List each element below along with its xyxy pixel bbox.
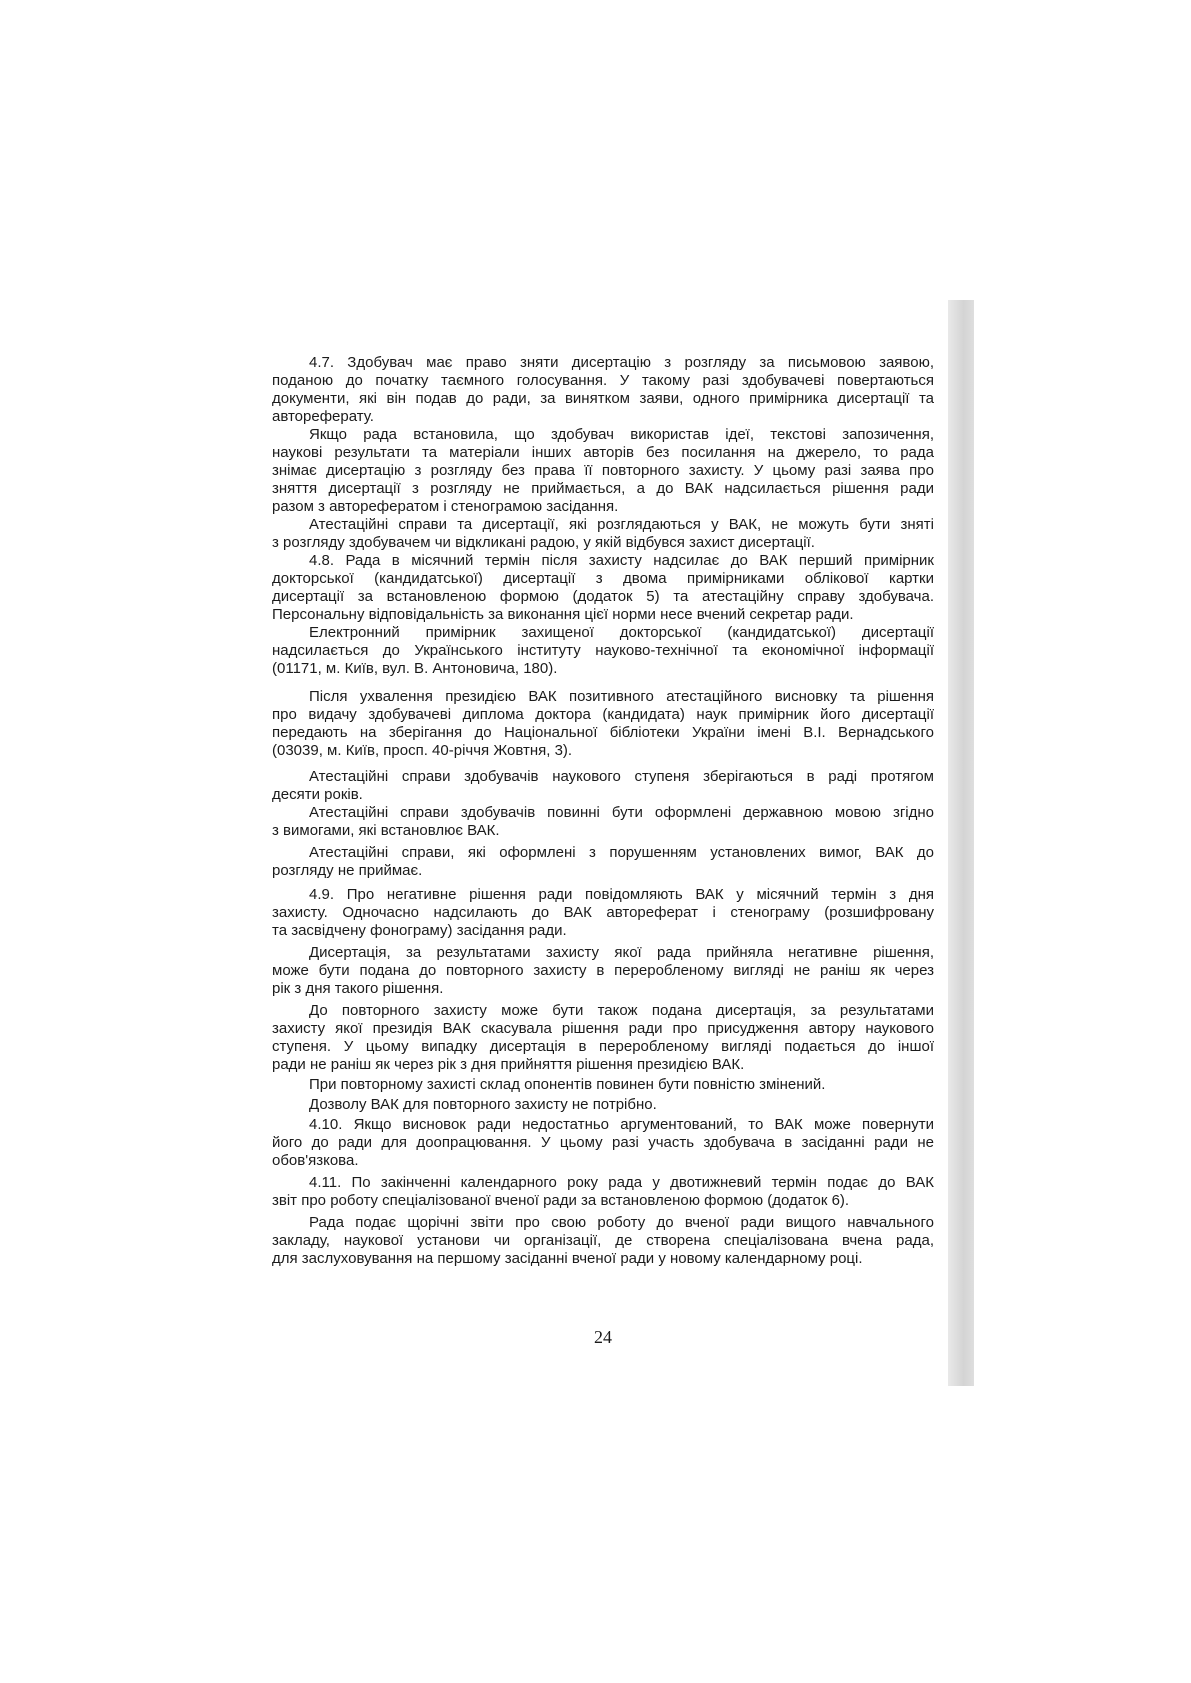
- text-line: 4.10. Якщо висновок ради недостатньо аргументований, то ВАК може повернути: [309, 1116, 934, 1133]
- text-line: для заслуховування на першому засіданні вченої ради у новому календарному році.: [272, 1250, 863, 1267]
- text-line: наукові результати та матеріали інших авторів без посилання на джерело, то рада: [272, 444, 934, 461]
- text-line: знімає дисертацію з розгляду без права її повторного захисту. У цьому разі заява про: [272, 462, 934, 479]
- text-line: 4.9. Про негативне рішення ради повідомляють ВАК у місячний термін з дня: [309, 886, 934, 903]
- page-number: 24: [594, 1327, 612, 1347]
- text-line: При повторному захисті склад опонентів повинен бути повністю змінений.: [309, 1076, 826, 1093]
- text-line: Після ухвалення президією ВАК позитивного атестаційного висновку та рішення: [309, 688, 934, 705]
- text-line: зняття дисертації з розгляду не приймається, а до ВАК надсилається рішення ради: [272, 480, 934, 497]
- text-line: Атестаційні справи здобувачів повинні бути оформлені державною мовою згідно: [309, 804, 934, 821]
- text-line: ради не раніш як через рік з дня прийняття рішення президією ВАК.: [272, 1056, 745, 1073]
- text-line: (03039, м. Київ, просп. 40-річчя Жовтня, 3).: [272, 742, 573, 759]
- text-line: Електронний примірник захищеної докторської (кандидатської) дисертації: [309, 624, 934, 641]
- text-line: передають на зберігання до Національної бібліотеки України імені В.І. Вернадського: [272, 724, 934, 741]
- text-line: 4.8. Рада в місячний термін після захисту надсилає до ВАК перший примірник: [309, 552, 934, 569]
- text-line: Атестаційні справи та дисертації, які розглядаються у ВАК, не можуть бути зняті: [309, 516, 934, 533]
- text-line: документи, які він подав до ради, за винятком заяви, одного примірника дисертації та: [272, 390, 934, 407]
- text-line: докторської (кандидатської) дисертації з двома примірниками облікової картки: [272, 570, 934, 587]
- text-line: надсилається до Українського інституту науково-технічної та економічної інформації: [272, 642, 934, 659]
- text-line: може бути подана до повторного захисту в переробленому вигляді не раніш як через: [272, 962, 934, 979]
- document-page: [272, 354, 934, 1386]
- text-line: Дозволу ВАК для повторного захисту не потрібно.: [309, 1096, 657, 1113]
- text-line: рік з дня такого рішення.: [272, 980, 444, 997]
- text-line: захисту якої президія ВАК скасувала рішення ради про присудження автору наукового: [272, 1020, 934, 1037]
- text-line: Якщо рада встановила, що здобувач використав ідеї, текстові запозичення,: [309, 426, 934, 443]
- text-line: Дисертація, за результатами захисту якої рада прийняла негативне рішення,: [309, 944, 934, 961]
- text-line: закладу, наукової установи чи організації, де створена спеціалізована вчена рада,: [272, 1232, 934, 1249]
- text-line: разом з авторефератом і стенограмою засідання.: [272, 498, 619, 515]
- text-line: До повторного захисту може бути також подана дисертація, за результатами: [309, 1002, 934, 1019]
- text-line: з розгляду здобувачем чи відкликані радою, у якій відбувся захист дисертації.: [272, 534, 815, 551]
- text-line: 4.11. По закінченні календарного року рада у двотижневий термін подає до ВАК: [309, 1174, 934, 1191]
- text-line: з вимогами, які встановлює ВАК.: [272, 822, 500, 839]
- text-line: Атестаційні справи здобувачів наукового ступеня зберігаються в раді протягом: [309, 768, 934, 785]
- text-line: Персональну відповідальність за виконання цієї норми несе вчений секретар ради.: [272, 606, 854, 623]
- text-line: розгляду не приймає.: [272, 862, 423, 879]
- text-line: про видачу здобувачеві диплома доктора (кандидата) наук примірник його дисертації: [272, 706, 934, 723]
- text-line: звіт про роботу спеціалізованої вченої ради за встановленою формою (додаток 6).: [272, 1192, 850, 1209]
- text-line: дисертації за встановленою формою (додаток 5) та атестаційну справу здобувача.: [272, 588, 934, 605]
- text-line: (01171, м. Київ, вул. В. Антоновича, 180).: [272, 660, 558, 677]
- text-line: 4.7. Здобувач має право зняти дисертацію з розгляду за письмовою заявою,: [309, 354, 934, 371]
- text-line: Атестаційні справи, які оформлені з порушенням установлених вимог, ВАК до: [309, 844, 934, 861]
- text-line: Рада подає щорічні звіти про свою роботу до вченої ради вищого навчального: [309, 1214, 934, 1231]
- text-line: автореферату.: [272, 408, 374, 425]
- text-line: захисту. Одночасно надсилають до ВАК автореферат і стенограму (розшифровану: [272, 904, 934, 921]
- text-line: та засвідчену фонограму) засідання ради.: [272, 922, 567, 939]
- text-line: обов'язкова.: [272, 1152, 359, 1169]
- text-line: його до ради для доопрацювання. У цьому разі участь здобувача в засіданні ради не: [272, 1134, 934, 1151]
- text-line: ступеня. У цьому випадку дисертація в переробленому вигляді подається до іншої: [272, 1038, 934, 1055]
- text-line: десяти років.: [272, 786, 363, 803]
- scan-edge-shadow: [948, 300, 974, 1386]
- text-line: поданою до початку таємного голосування. У такому разі здобувачеві повертаються: [272, 372, 934, 389]
